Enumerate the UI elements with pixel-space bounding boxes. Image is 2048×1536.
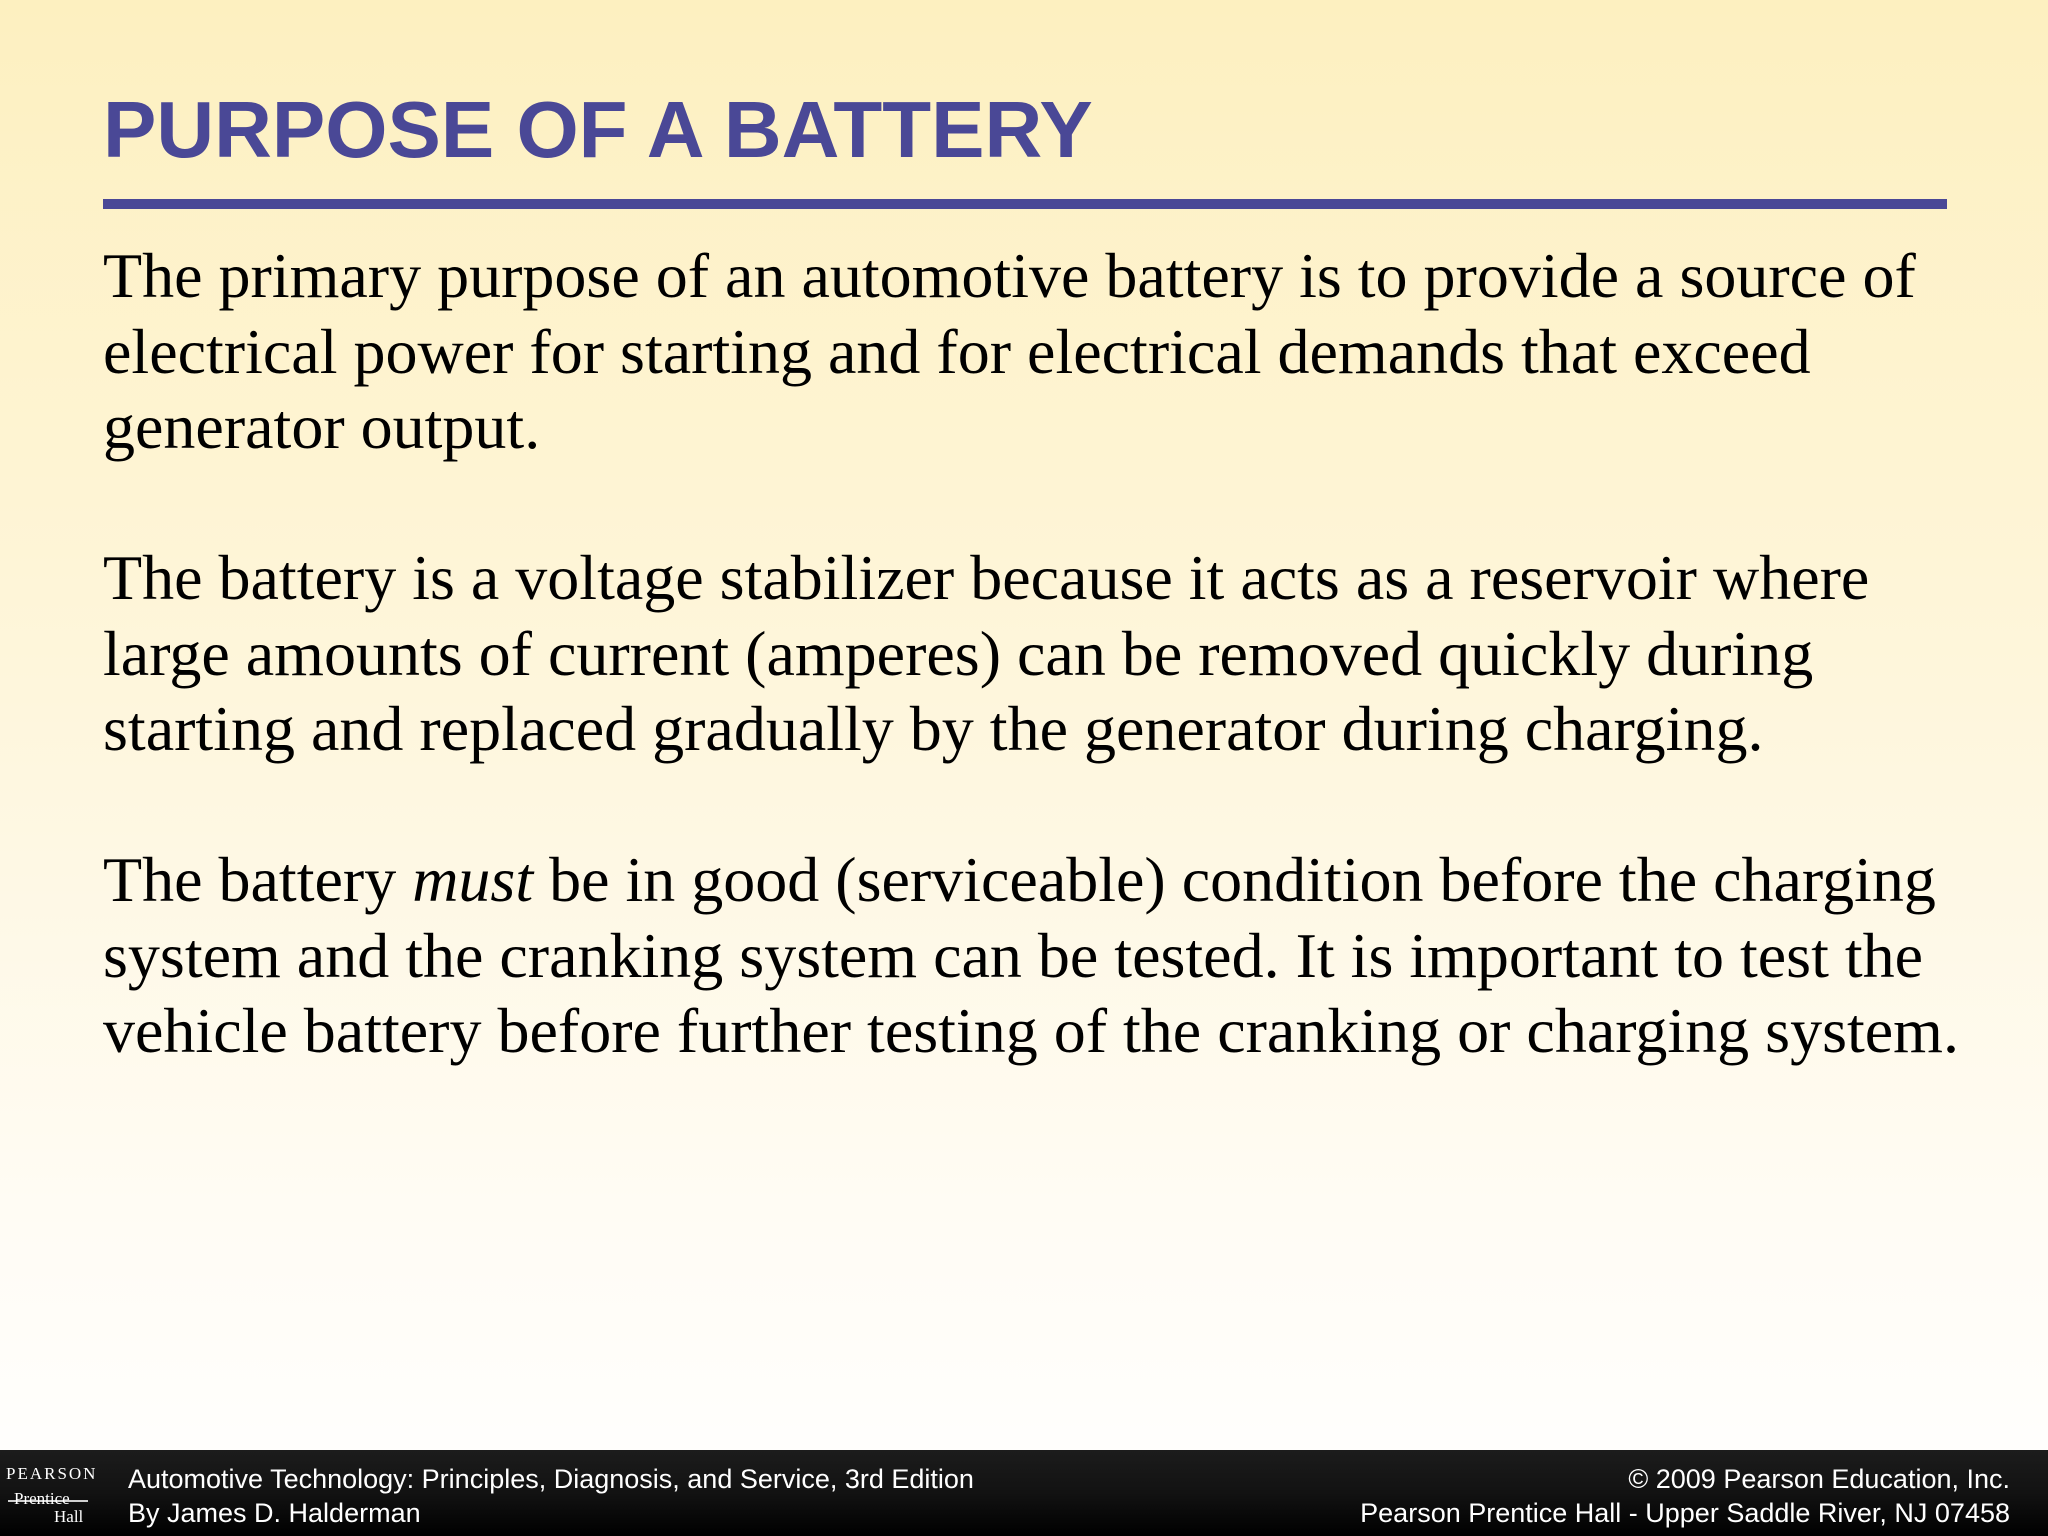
paragraph-voltage-stabilizer: The battery is a voltage stabilizer because it acts as a reservoir where large amounts of current (amperes) can be removed quickly during starting and replaced gradually by the generator during charging. xyxy=(103,542,1870,764)
logo-brand: PEARSON xyxy=(6,1464,98,1483)
footer-book-info xyxy=(128,1462,974,1530)
slide-title: PURPOSE OF A BATTERY xyxy=(103,85,1093,174)
pearson-prentice-hall-logo xyxy=(0,1464,100,1536)
paragraph-text-after: be in good (serviceable) condition before the charging system and the cranking system can be tested. It is important to test the vehicle battery before further testing of the cranking or charging system. xyxy=(103,844,1959,1066)
slide-body xyxy=(103,238,1963,1069)
footer-publisher-info xyxy=(1360,1462,2010,1530)
footer-author: By James D. Halderman xyxy=(128,1498,421,1528)
paragraph-battery-condition xyxy=(103,842,1963,1069)
emphasis-must: must xyxy=(412,844,534,915)
logo-line-hall: Hall xyxy=(54,1507,84,1526)
footer-copyright: © 2009 Pearson Education, Inc. xyxy=(1628,1464,2010,1494)
paragraph-text-before: The battery xyxy=(103,844,413,915)
paragraph-primary-purpose: The primary purpose of an automotive battery is to provide a source of electrical power for starting and for electrical demands that exceed generator output. xyxy=(103,240,1916,462)
title-divider xyxy=(103,199,1947,209)
logo-line-prentice: Prentice xyxy=(14,1489,70,1508)
footer-bar xyxy=(0,1450,2048,1536)
footer-publisher: Pearson Prentice Hall - Upper Saddle River, NJ 07458 xyxy=(1360,1498,2010,1528)
footer-book-title: Automotive Technology: Principles, Diagnosis, and Service, 3rd Edition xyxy=(128,1464,974,1494)
